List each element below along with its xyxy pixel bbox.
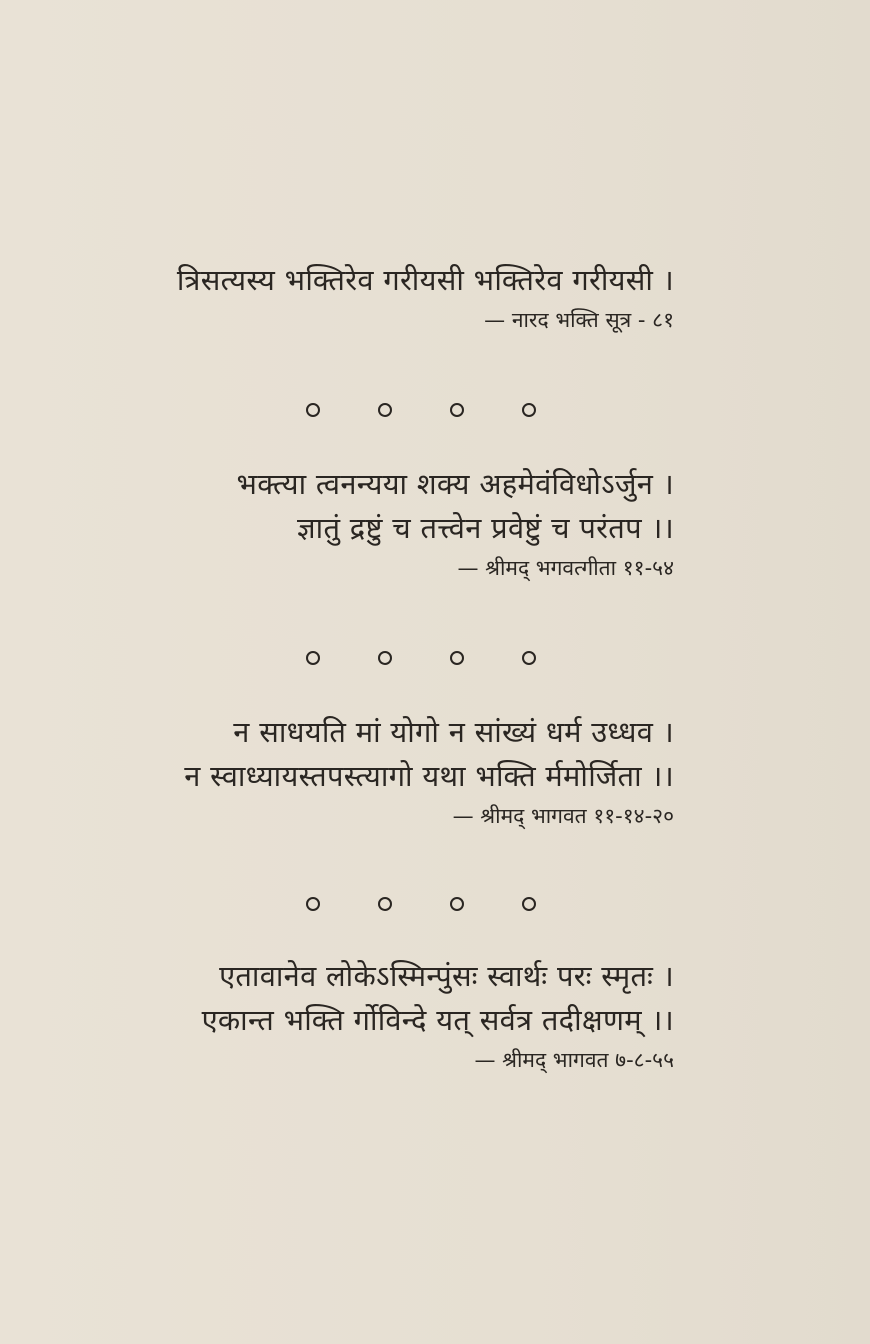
separator-dots <box>306 897 536 911</box>
circle-ornament <box>378 897 392 911</box>
circle-ornament <box>306 897 320 911</box>
circle-ornament <box>378 651 392 665</box>
verse-line: एकान्त भक्ति र्गोविन्दे यत् सर्वत्र तदीक्षणम् ।। <box>201 1003 674 1037</box>
circle-ornament <box>450 897 464 911</box>
circle-ornament <box>378 403 392 417</box>
verse-line: एतावानेव लोकेऽस्मिन्पुंसः स्वार्थः परः स्मृतः । <box>219 959 674 993</box>
circle-ornament <box>306 651 320 665</box>
verse-bhagavat-7 <box>202 954 674 1076</box>
circle-ornament <box>522 403 536 417</box>
verse-bhagavat-11 <box>184 710 674 832</box>
verse-gita <box>237 462 674 584</box>
circle-ornament <box>522 897 536 911</box>
separator-dots <box>306 403 536 417</box>
verse-narada <box>177 258 674 336</box>
circle-ornament <box>522 651 536 665</box>
verse-citation: — नारद भक्ति सूत्र - ८१ <box>484 308 674 332</box>
circle-ornament <box>450 403 464 417</box>
verse-citation: — श्रीमद् भागवत ७-८-५५ <box>474 1048 674 1072</box>
verse-line: त्रिसत्यस्य भक्तिरेव गरीयसी भक्तिरेव गरीयसी । <box>176 263 674 297</box>
circle-ornament <box>450 651 464 665</box>
separator-dots <box>306 651 536 665</box>
verse-citation: — श्रीमद् भागवत ११-१४-२० <box>452 804 674 828</box>
verse-citation: — श्रीमद् भगवत्गीता ११-५४ <box>457 556 674 580</box>
verse-line: न साधयति मां योगो न सांख्यं धर्म उध्धव । <box>233 715 674 749</box>
verse-line: न स्वाध्यायस्तपस्त्यागो यथा भक्ति र्ममोर्जिता ।। <box>184 759 674 793</box>
verse-line: भक्त्या त्वनन्यया शक्य अहमेवंविधोऽर्जुन । <box>236 467 674 501</box>
verse-line: ज्ञातुं द्रष्टुं च तत्त्वेन प्रवेष्टुं च परंतप ।। <box>297 511 674 545</box>
circle-ornament <box>306 403 320 417</box>
